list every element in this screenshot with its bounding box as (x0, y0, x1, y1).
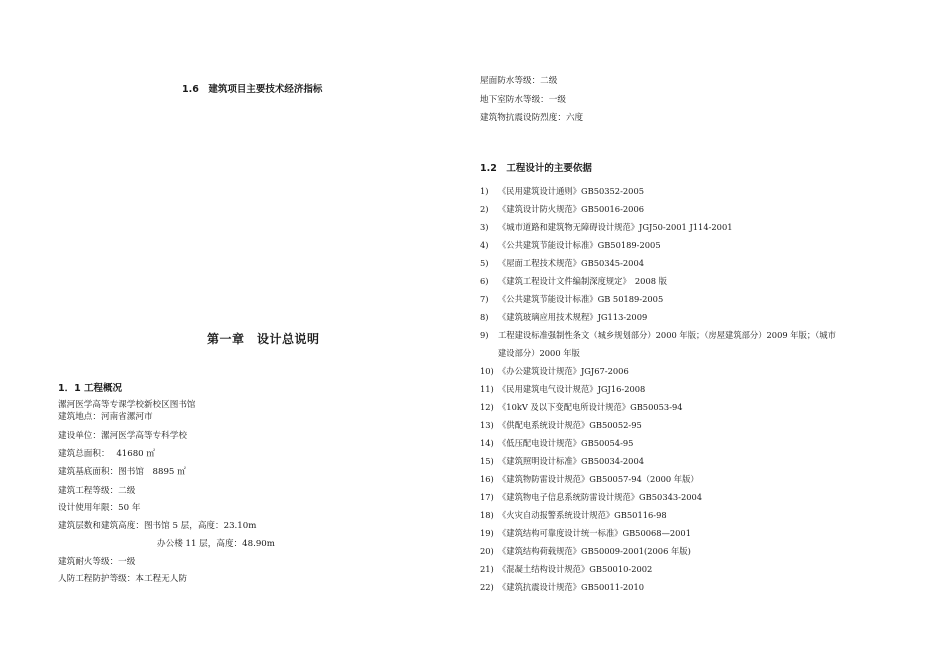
reference-number: 12) (480, 402, 494, 412)
reference-number: 8) (480, 312, 489, 322)
fire-rating: 建筑耐火等级：一级 (58, 557, 136, 567)
reference-item (498, 347, 580, 359)
reference-text: 《建筑物电子信息系统防雷设计规范》GB50343-2004 (498, 492, 703, 502)
section-1-2-heading: 1.2 工程设计的主要依据 (480, 163, 592, 174)
reference-text: 工程建设标准强制性条文（城乡规划部分）2000 年版；（房屋建筑部分）2009 年版；（城市 (498, 330, 836, 340)
reference-item (480, 257, 644, 269)
roof-waterproof-grade: 屋面防水等级：二级 (480, 76, 558, 86)
total-area-label: 建筑总面积： (58, 449, 110, 459)
total-area (58, 448, 155, 460)
reference-text: 《屋面工程技术规范》GB50345-2004 (498, 258, 645, 268)
reference-number: 10) (480, 366, 494, 376)
total-area-value: 41680 ㎡ (116, 449, 155, 459)
reference-text: 《建筑结构可靠度设计统一标准》GB50068—2001 (498, 528, 691, 538)
reference-text: 《办公建筑设计规范》JGJ67-2006 (498, 366, 629, 376)
reference-item (480, 365, 629, 377)
reference-number: 22) (480, 582, 494, 592)
reference-number: 7) (480, 294, 489, 304)
reference-text: 《民用建筑电气设计规范》JGJ16-2008 (498, 384, 646, 394)
reference-item (480, 329, 836, 341)
reference-item (480, 563, 652, 575)
reference-number: 13) (480, 420, 494, 430)
basement-waterproof-grade: 地下室防水等级：一级 (480, 95, 566, 105)
reference-text: 《民用建筑设计通则》GB50352-2005 (498, 186, 645, 196)
reference-item (480, 239, 661, 251)
reference-item (480, 437, 633, 449)
reference-number: 9) (480, 330, 489, 340)
reference-item (480, 491, 702, 503)
reference-text: 《建筑工程设计文件编制深度规定》 2008 版 (498, 276, 667, 286)
reference-text: 《公共建筑节能设计标准》GB 50189-2005 (498, 294, 664, 304)
reference-text: 《低压配电设计规范》GB50054-95 (498, 438, 634, 448)
civil-defense-grade: 人防工程防护等级：本工程无人防 (58, 574, 187, 584)
reference-text: 建设部分）2000 年版 (498, 348, 580, 358)
reference-number: 21) (480, 564, 494, 574)
reference-item (480, 401, 683, 413)
reference-text: 《建筑抗震设计规范》GB50011-2010 (498, 582, 645, 592)
section-1-1-heading: 1．1 工程概况 (58, 383, 123, 394)
reference-text: 《城市道路和建筑物无障碍设计规范》JGJ50-2001 J114-2001 (498, 222, 733, 232)
reference-item (480, 293, 663, 305)
reference-number: 18) (480, 510, 494, 520)
reference-item (480, 185, 644, 197)
reference-number: 2) (480, 204, 489, 214)
reference-item (480, 509, 667, 521)
reference-number: 14) (480, 438, 494, 448)
reference-text: 《10kV 及以下变配电所设计规范》GB50053-94 (498, 402, 683, 412)
floors-height-line-2: 办公楼 11 层，高度：48.90m (157, 539, 275, 549)
reference-number: 19) (480, 528, 494, 538)
reference-item (480, 473, 699, 485)
reference-text: 《建筑物防雷设计规范》GB50057-94（2000 年版） (498, 474, 699, 484)
reference-text: 《公共建筑节能设计标准》GB50189-2005 (498, 240, 661, 250)
reference-number: 20) (480, 546, 494, 556)
building-site: 建筑地点：河南省漯河市 (58, 412, 153, 422)
reference-item (480, 527, 691, 539)
reference-text: 《供配电系统设计规范》GB50052-95 (498, 420, 642, 430)
reference-number: 17) (480, 492, 494, 502)
reference-number: 6) (480, 276, 489, 286)
reference-text: 《建筑结构荷载规范》GB50009-2001(2006 年版) (498, 546, 691, 556)
reference-number: 5) (480, 258, 489, 268)
reference-item (480, 455, 644, 467)
reference-item (480, 203, 644, 215)
reference-number: 16) (480, 474, 494, 484)
reference-text: 《建筑设计防火规范》GB50016-2006 (498, 204, 645, 214)
reference-item (480, 275, 667, 287)
reference-number: 4) (480, 240, 489, 250)
reference-number: 15) (480, 456, 494, 466)
reference-item (480, 383, 645, 395)
reference-item (480, 581, 644, 593)
project-grade: 建筑工程等级：二级 (58, 486, 136, 496)
reference-item (480, 419, 642, 431)
reference-item (480, 221, 733, 233)
service-life: 设计使用年限：50 年 (58, 503, 141, 513)
reference-text: 《建筑玻璃应用技术规程》JG113-2009 (498, 312, 648, 322)
reference-text: 《建筑照明设计标准》GB50034-2004 (498, 456, 645, 466)
reference-item (480, 311, 647, 323)
seismic-intensity: 建筑物抗震设防烈度：六度 (480, 113, 584, 123)
reference-number: 1) (480, 186, 489, 196)
reference-text: 《火灾自动报警系统设计规范》GB50116-98 (498, 510, 667, 520)
floors-height-line-1: 建筑层数和建筑高度：图书馆 5 层，高度：23.10m (58, 521, 257, 531)
reference-text: 《混凝土结构设计规范》GB50010-2002 (498, 564, 653, 574)
section-1-6-heading: 1.6 建筑项目主要技术经济指标 (182, 84, 323, 95)
reference-number: 11) (480, 384, 494, 394)
base-area: 建筑基底面积：图书馆 8895 ㎡ (58, 467, 186, 477)
project-name: 漯河医学高等专课学校新校区图书馆 (58, 400, 196, 410)
reference-item (480, 545, 691, 557)
chapter-title: 第一章 设计总说明 (207, 332, 320, 346)
builder-unit: 建设单位：漯河医学高等专科学校 (58, 431, 187, 441)
reference-number: 3) (480, 222, 489, 232)
